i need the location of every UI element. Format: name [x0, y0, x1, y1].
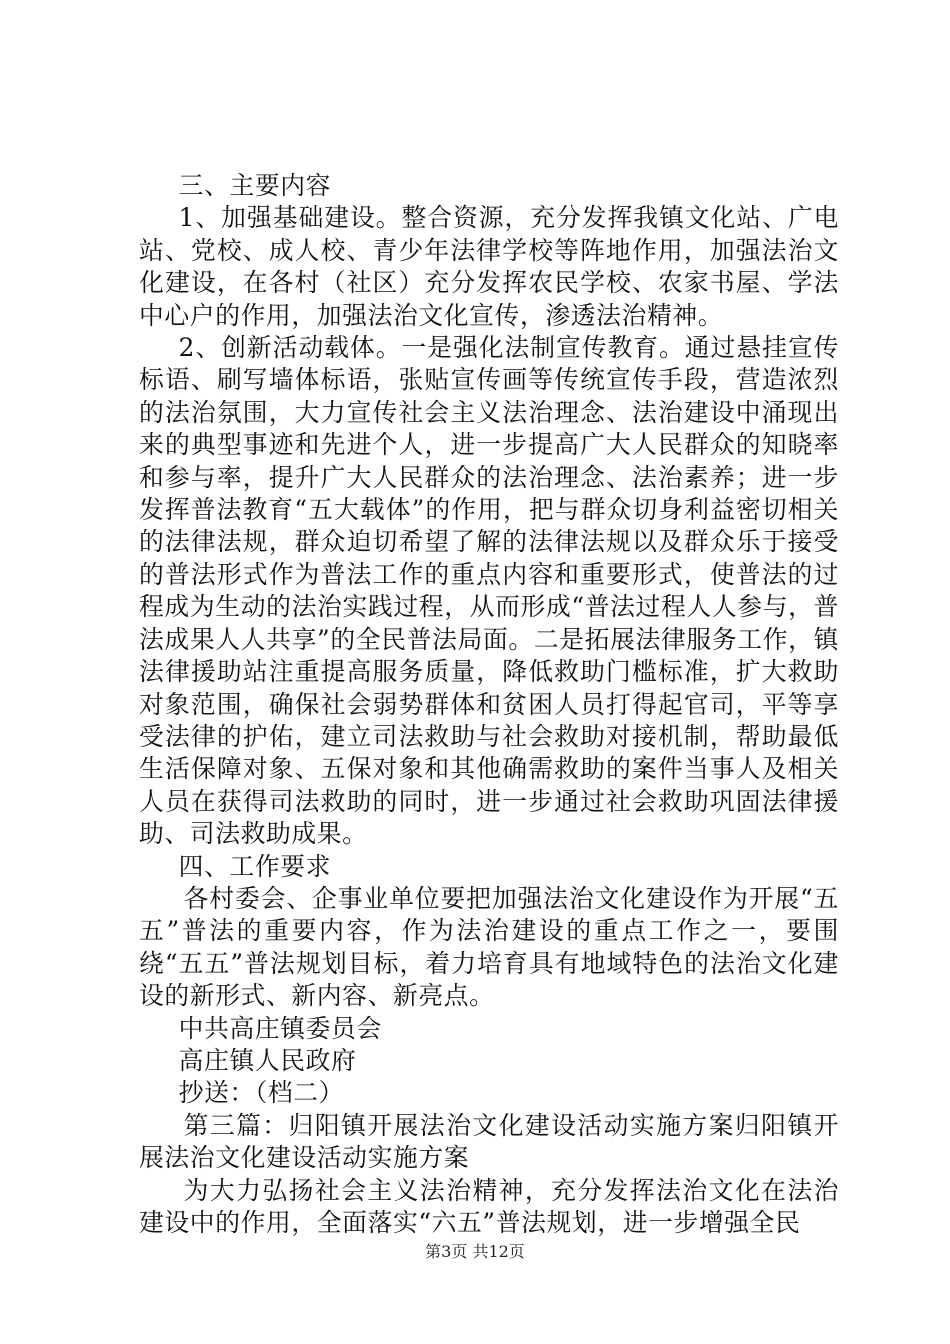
page-number-footer: 第3页 共12页	[425, 1242, 525, 1261]
paragraph-activity-carrier: 2、创新活动载体。一是强化法制宣传教育。通过悬挂宣传标语、刷写墙体标语，张贴宣传画等传统宣传手段，营造浓烈的法治氛围，大力宣传社会主义法治理念、法治建设中涌现出来的典型事迹和先进个人，进一步提高广大人民群众的知晓率和参与率，提升广大人民群众的法治理念、法治素养；进一步发挥普法教育“五大载体”的作用，把与群众切身利益密切相关的法律法规，群众迫切希望了解的法律法规以及群众乐于接受的普法形式作为普法工作的重点内容和重要形式，使普法的过程成为生动的法治实践过程，从而形成“普法过程人人参与，普法成果人人共享”的全民普法局面。二是拓展法律服务工作，镇法律援助站注重提高服务质量，降低救助门槛标准，扩大救助对象范围，确保社会弱势群体和贫困人员打得起官司，平等享受法律的护佑，建立司法救助与社会救助对接机制，帮助最低生活保障对象、五保对象和其他确需救助的案件当事人及相关人员在获得司法救助的同时，进一步通过社会救助巩固法律援助、司法救助成果。	[139, 333, 839, 849]
document-body	[139, 170, 839, 1239]
cc-line: 抄送：（档二）	[178, 1078, 345, 1108]
signature-party-committee: 中共高庄镇委员会	[178, 1013, 382, 1043]
chapter-title-third: 第三篇：归阳镇开展法治文化建设活动实施方案归阳镇开展法治文化建设活动实施方案	[139, 1110, 839, 1173]
section-heading-work-requirements: 四、工作要求	[178, 851, 332, 881]
paragraph-infrastructure: 1、加强基础建设。整合资源，充分发挥我镇文化站、广电站、党校、成人校、青少年法律学校等阵地作用，加强法治文化建设，在各村（社区）充分发挥农民学校、农家书屋、学法中心户的作用，加强法治文化宣传，渗透法治精神。	[139, 203, 839, 330]
signature-government: 高庄镇人民政府	[178, 1045, 357, 1075]
paragraph-intro: 为大力弘扬社会主义法治精神，充分发挥法治文化在法治建设中的作用，全面落实“六五”普法规划，进一步增强全民	[139, 1175, 839, 1237]
section-heading-main-content: 三、主要内容	[178, 171, 332, 200]
paragraph-requirements: 各村委会、企事业单位要把加强法治文化建设作为开展“五五”普法的重要内容，作为法治建设的重点工作之一，要围绕“五五”普法规划目标，着力培育具有地域特色的法治文化建设的新形式、新内容、新亮点。	[139, 883, 839, 1011]
